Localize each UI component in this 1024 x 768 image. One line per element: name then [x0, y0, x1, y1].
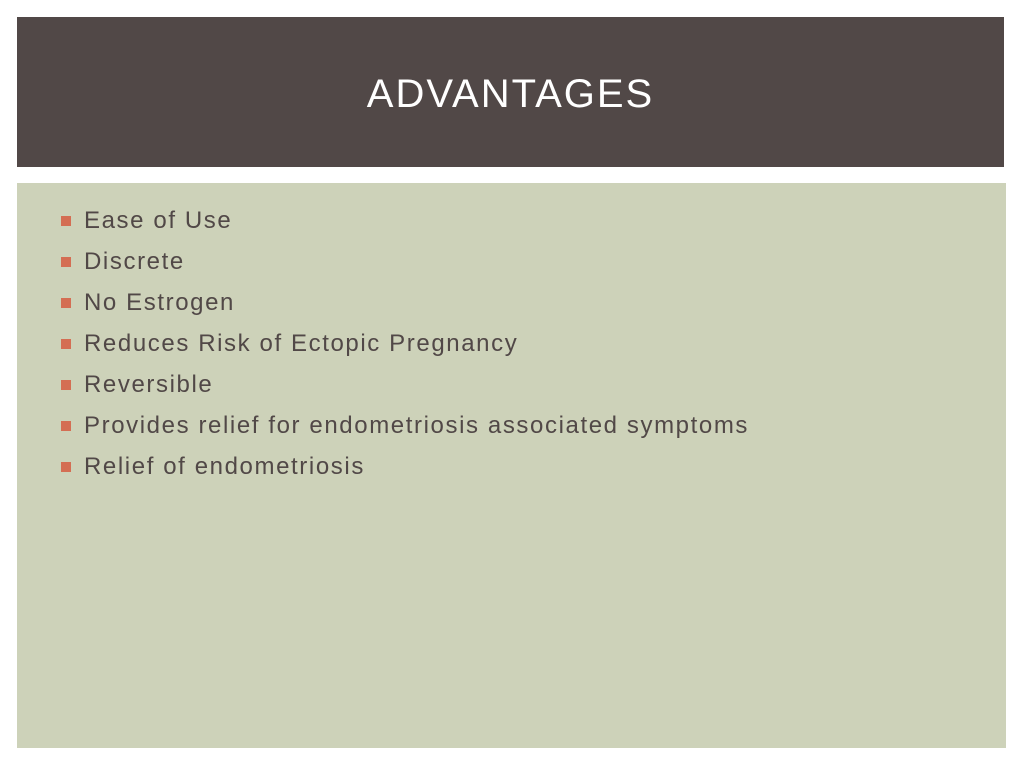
square-bullet-icon [61, 462, 71, 472]
square-bullet-icon [61, 380, 71, 390]
list-item [61, 446, 749, 487]
bullet-text: Provides relief for endometriosis associated symptoms [84, 411, 750, 439]
content-panel [17, 183, 1006, 748]
square-bullet-icon [61, 298, 71, 308]
bullet-text: Reduces Risk of Ectopic Pregnancy [84, 329, 519, 357]
title-bar [17, 17, 1004, 167]
square-bullet-icon [61, 257, 71, 267]
slide-title: ADVANTAGES [366, 71, 655, 116]
list-item [61, 405, 749, 446]
bullet-text: Reversible [84, 370, 214, 398]
list-item [61, 241, 749, 282]
square-bullet-icon [61, 339, 71, 349]
bullet-text: Ease of Use [84, 206, 233, 234]
list-item [61, 364, 749, 405]
list-item [61, 323, 749, 364]
square-bullet-icon [61, 216, 71, 226]
bullet-text: Relief of endometriosis [84, 452, 365, 480]
bullet-text: No Estrogen [84, 288, 236, 316]
list-item [61, 200, 749, 241]
square-bullet-icon [61, 421, 71, 431]
bullet-list [61, 200, 749, 487]
bullet-text: Discrete [84, 247, 185, 275]
list-item [61, 282, 749, 323]
